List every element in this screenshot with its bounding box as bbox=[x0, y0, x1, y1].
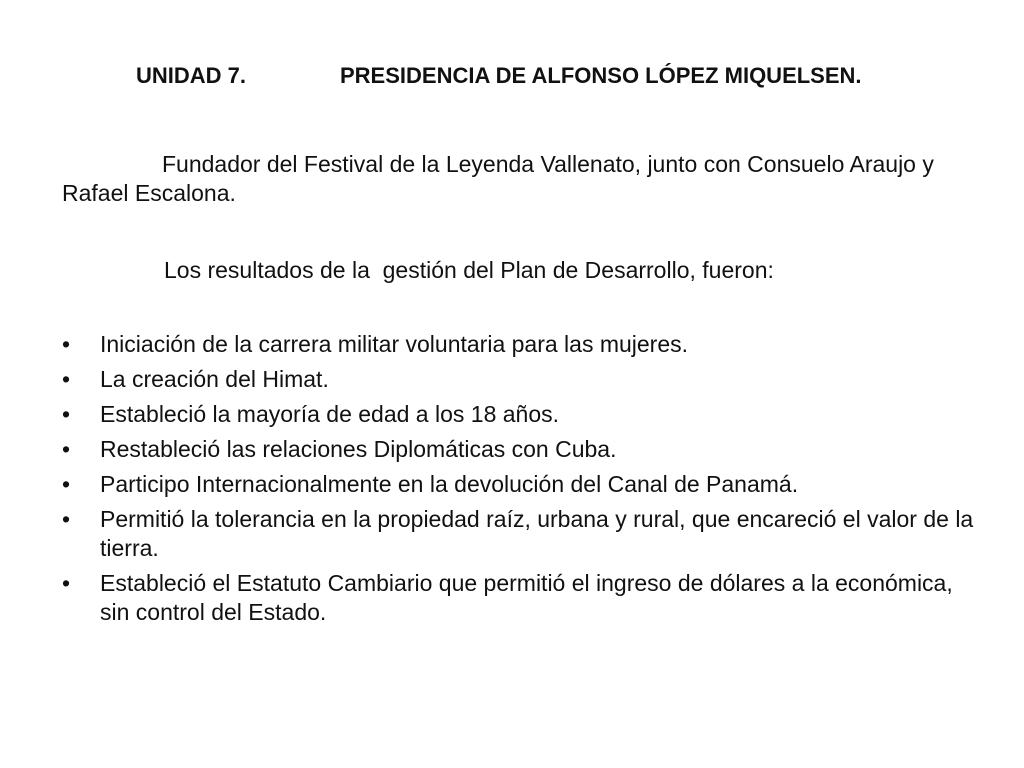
founder-text: Fundador del Festival de la Leyenda Vallenato, junto con Consuelo Araujo y Rafael Escalona. bbox=[62, 151, 934, 206]
bullet-icon: • bbox=[62, 570, 71, 596]
list-item-text: Estableció la mayoría de edad a los 18 años. bbox=[100, 401, 560, 427]
list-item bbox=[62, 470, 982, 499]
results-list bbox=[62, 330, 982, 633]
bullet-icon: • bbox=[62, 436, 71, 462]
bullet-icon: • bbox=[62, 331, 71, 357]
list-item-text: Estableció el Estatuto Cambiario que permitió el ingreso de dólares a la económica, sin control del Estado. bbox=[100, 570, 953, 625]
title-unit: UNIDAD 7. bbox=[136, 63, 247, 88]
results-intro: Los resultados de la gestión del Plan de Desarrollo, fueron: bbox=[164, 257, 774, 283]
title-name: PRESIDENCIA DE ALFONSO LÓPEZ MIQUELSEN. bbox=[340, 63, 862, 88]
list-item bbox=[62, 400, 982, 429]
list-item bbox=[62, 569, 982, 627]
bullet-icon: • bbox=[62, 471, 71, 497]
list-item-text: Restableció las relaciones Diplomáticas con Cuba. bbox=[100, 436, 617, 462]
list-item-text: Participo Internacionalmente en la devolución del Canal de Panamá. bbox=[100, 471, 799, 497]
bullet-icon: • bbox=[62, 401, 71, 427]
list-item bbox=[62, 330, 982, 359]
list-item-text: Iniciación de la carrera militar voluntaria para las mujeres. bbox=[100, 331, 689, 357]
bullet-icon: • bbox=[62, 366, 71, 392]
list-item-text: Permitió la tolerancia en la propiedad raíz, urbana y rural, que encareció el valor de la tierra. bbox=[100, 506, 974, 561]
list-item-text: La creación del Himat. bbox=[100, 366, 329, 392]
list-item bbox=[62, 435, 982, 464]
list-item bbox=[62, 505, 982, 563]
list-item bbox=[62, 365, 982, 394]
founder-paragraph bbox=[62, 150, 982, 208]
bullet-icon: • bbox=[62, 506, 71, 532]
